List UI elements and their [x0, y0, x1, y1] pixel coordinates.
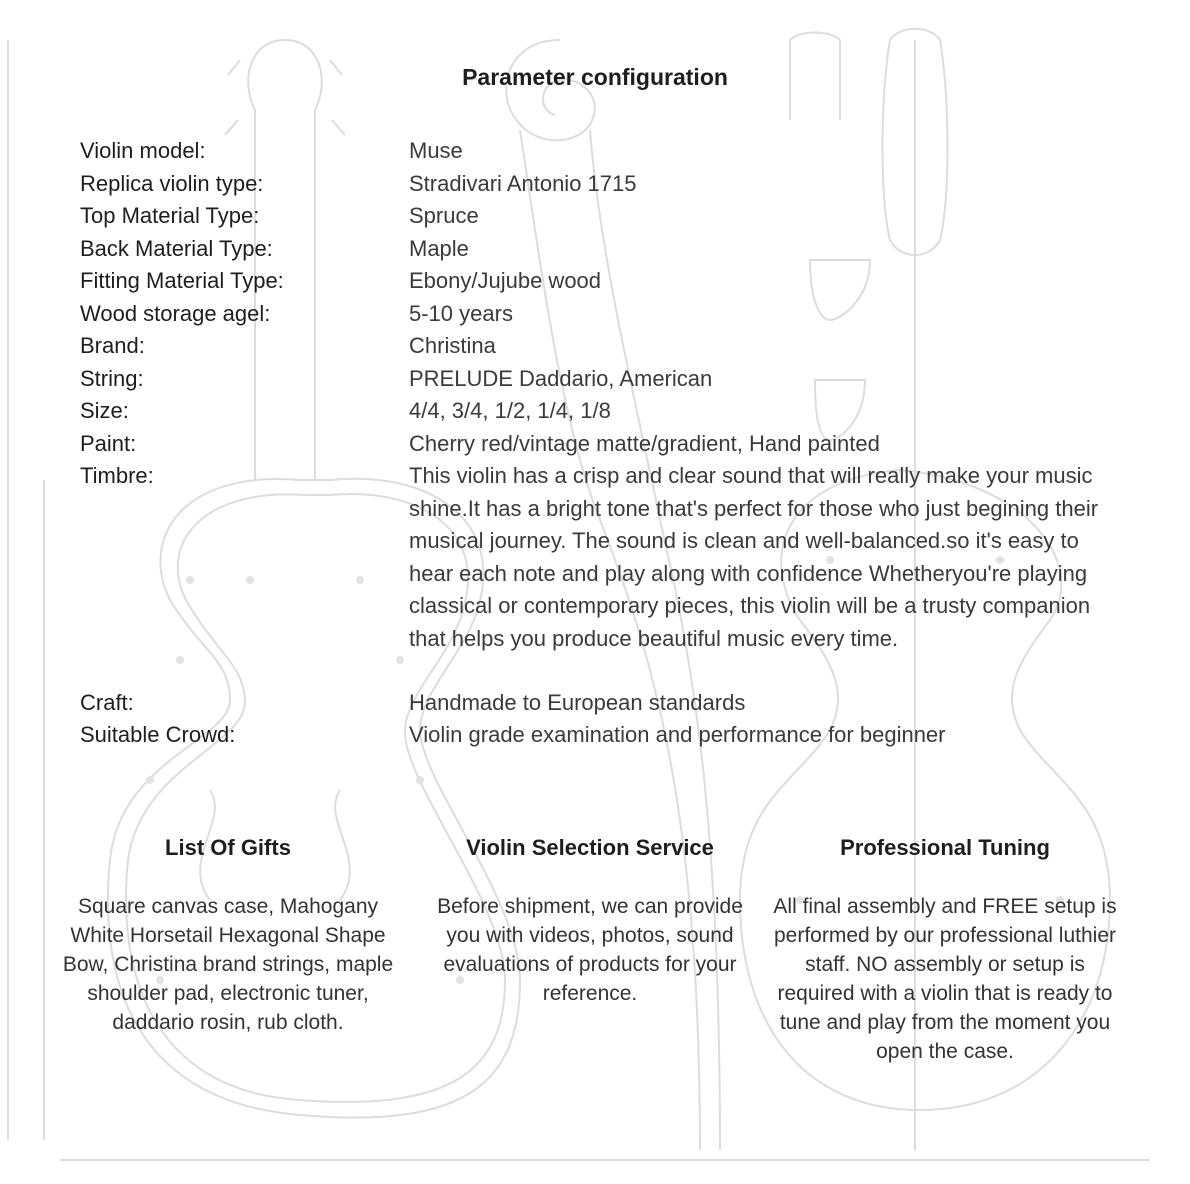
spec-value: Cherry red/vintage matte/gradient, Hand painted: [409, 430, 880, 456]
spec-label: Size:: [80, 398, 129, 423]
section-professional-tuning: [770, 832, 1120, 1066]
section-text: All final assembly and FREE setup is performed by our professional luthier staff. NO assembly or setup is required with a violin that is ready to tune and play from the moment you open the case.: [773, 895, 1117, 1063]
spec-label: Suitable Crowd:: [80, 722, 236, 747]
spec-value: Violin grade examination and performance for beginner: [409, 722, 946, 747]
section-text: Before shipment, we can provide you with videos, photos, sound evaluations of products for your reference.: [437, 895, 743, 1005]
spec-label: Brand:: [80, 333, 145, 358]
spec-label: Violin model:: [80, 138, 206, 163]
spec-value: Spruce: [409, 203, 479, 228]
spec-value: Handmade to European standards: [409, 690, 746, 715]
spec-label: Fitting Material Type:: [80, 268, 284, 293]
spec-label: Timbre:: [80, 463, 154, 488]
section-text: Square canvas case, Mahogany White Horsetail Hexagonal Shape Bow, Christina brand strings, maple shoulder pad, electronic tuner, daddario rosin, rub cloth.: [62, 895, 394, 1034]
spec-value: Stradivari Antonio 1715: [409, 170, 637, 196]
spec-label: Paint:: [80, 430, 137, 456]
page-title: Parameter configuration: [462, 64, 728, 90]
spec-value: PRELUDE Daddario, American: [409, 365, 713, 391]
spec-value: This violin has a crisp and clear sound that will really make your music shine.It has a bright tone that's perfect for those who just begining their musical journey. The sound is clean and well-balanced.so it's easy to hear each note and play along with confidence Whetheryou're playing classical or contemporary pieces, this violin will be a trusty companion that helps you produce beautiful music every time.: [409, 463, 1099, 651]
section-title: Violin Selection Service: [466, 835, 714, 860]
spec-value: 4/4, 3/4, 1/2, 1/4, 1/8: [409, 398, 611, 423]
section-violin-selection-service: [430, 832, 750, 1008]
spec-value: Muse: [409, 138, 463, 163]
spec-value: Ebony/Jujube wood: [409, 268, 602, 293]
section-title: Professional Tuning: [840, 835, 1050, 860]
spec-label: Replica violin type:: [80, 170, 264, 196]
spec-label: Back Material Type:: [80, 235, 273, 261]
spec-label: String:: [80, 365, 144, 391]
section-title: List Of Gifts: [165, 835, 291, 860]
spec-value: Maple: [409, 235, 469, 261]
spec-label: Top Material Type:: [80, 203, 260, 228]
spec-label: Wood storage agel:: [80, 300, 271, 326]
spec-value: 5-10 years: [409, 300, 513, 326]
section-list-of-gifts: [58, 832, 398, 1037]
spec-value: Christina: [409, 333, 496, 358]
spec-label: Craft:: [80, 690, 134, 715]
